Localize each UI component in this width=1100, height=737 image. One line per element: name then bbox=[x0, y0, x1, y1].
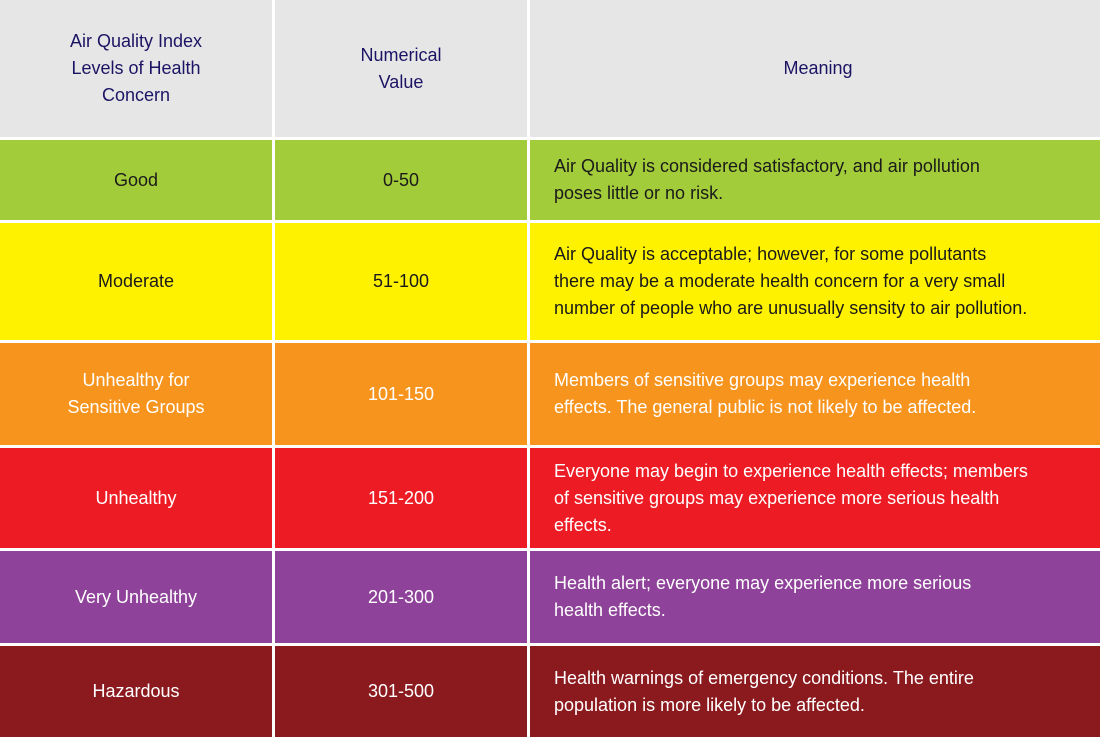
header-value-text bbox=[360, 42, 441, 96]
level-cell bbox=[0, 343, 272, 445]
meaning-cell bbox=[530, 140, 1100, 220]
meaning-line: Health warnings of emergency conditions. The entire bbox=[554, 667, 974, 688]
header-level-cell bbox=[0, 0, 272, 137]
header-level-line: Air Quality Index bbox=[69, 31, 203, 51]
level-text bbox=[98, 268, 174, 295]
meaning-cell bbox=[530, 343, 1100, 445]
value-text: 201-300 bbox=[367, 586, 435, 607]
meaning-line: effects. bbox=[554, 514, 612, 535]
header-value-line: Value bbox=[378, 71, 424, 92]
meaning-line: Members of sensitive groups may experience health bbox=[554, 370, 971, 390]
meaning-cell bbox=[530, 551, 1100, 643]
meaning-text bbox=[554, 241, 1027, 322]
meaning-line: effects. The general public is not likely to be affected. bbox=[554, 397, 977, 417]
value-text: 0-50 bbox=[382, 169, 420, 190]
value-cell bbox=[275, 223, 527, 340]
level-line: Sensitive Groups bbox=[67, 397, 205, 417]
meaning-text bbox=[554, 153, 980, 207]
level-line: Hazardous bbox=[92, 681, 180, 701]
value-cell bbox=[275, 448, 527, 548]
value-text: 301-500 bbox=[367, 681, 435, 701]
meaning-text bbox=[554, 458, 1028, 539]
header-meaning-text: Meaning bbox=[783, 58, 853, 78]
level-line: Unhealthy for bbox=[82, 370, 190, 390]
level-text bbox=[75, 584, 197, 611]
meaning-line: poses little or no risk. bbox=[554, 183, 724, 203]
level-cell bbox=[0, 551, 272, 643]
level-line: Unhealthy bbox=[95, 487, 177, 508]
level-cell bbox=[0, 140, 272, 220]
meaning-line: there may be a moderate health concern for a very small bbox=[554, 271, 1006, 291]
level-line: Good bbox=[113, 169, 159, 190]
level-line: Very Unhealthy bbox=[74, 586, 198, 607]
meaning-cell bbox=[530, 646, 1100, 737]
level-text bbox=[95, 485, 176, 512]
meaning-line: Health alert; everyone may experience more serious bbox=[554, 573, 972, 593]
meaning-line: Air Quality is considered satisfactory, and air pollution bbox=[554, 156, 980, 176]
meaning-cell bbox=[530, 223, 1100, 340]
header-level-line: Concern bbox=[101, 85, 171, 105]
level-cell bbox=[0, 646, 272, 737]
meaning-line: Air Quality is acceptable; however, for some pollutants bbox=[554, 244, 987, 264]
value-cell bbox=[275, 646, 527, 737]
header-meaning-cell bbox=[530, 0, 1100, 137]
meaning-line: number of people who are unusually sensity to air pollution. bbox=[554, 298, 1028, 318]
level-text bbox=[114, 167, 158, 194]
header-value-line: Numerical bbox=[360, 44, 442, 65]
value-text: 51-100 bbox=[372, 271, 430, 291]
level-cell bbox=[0, 223, 272, 340]
value-cell bbox=[275, 343, 527, 445]
header-value-cell bbox=[275, 0, 527, 137]
meaning-line: health effects. bbox=[554, 600, 666, 620]
header-level-text bbox=[70, 28, 202, 109]
level-text bbox=[92, 678, 179, 705]
value-cell bbox=[275, 140, 527, 220]
meaning-text bbox=[554, 570, 971, 624]
meaning-line: Everyone may begin to experience health effects; members bbox=[554, 460, 1028, 481]
meaning-text bbox=[554, 367, 976, 421]
value-text: 151-200 bbox=[367, 487, 435, 508]
meaning-line: of sensitive groups may experience more serious health bbox=[554, 487, 1000, 508]
level-text bbox=[67, 367, 204, 421]
value-text: 101-150 bbox=[367, 383, 435, 404]
level-cell bbox=[0, 448, 272, 548]
value-cell bbox=[275, 551, 527, 643]
header-level-line: Levels of Health bbox=[71, 58, 201, 78]
level-line: Moderate bbox=[97, 271, 175, 291]
meaning-line: population is more likely to be affected. bbox=[554, 694, 865, 715]
meaning-cell bbox=[530, 448, 1100, 548]
meaning-text bbox=[554, 665, 974, 719]
